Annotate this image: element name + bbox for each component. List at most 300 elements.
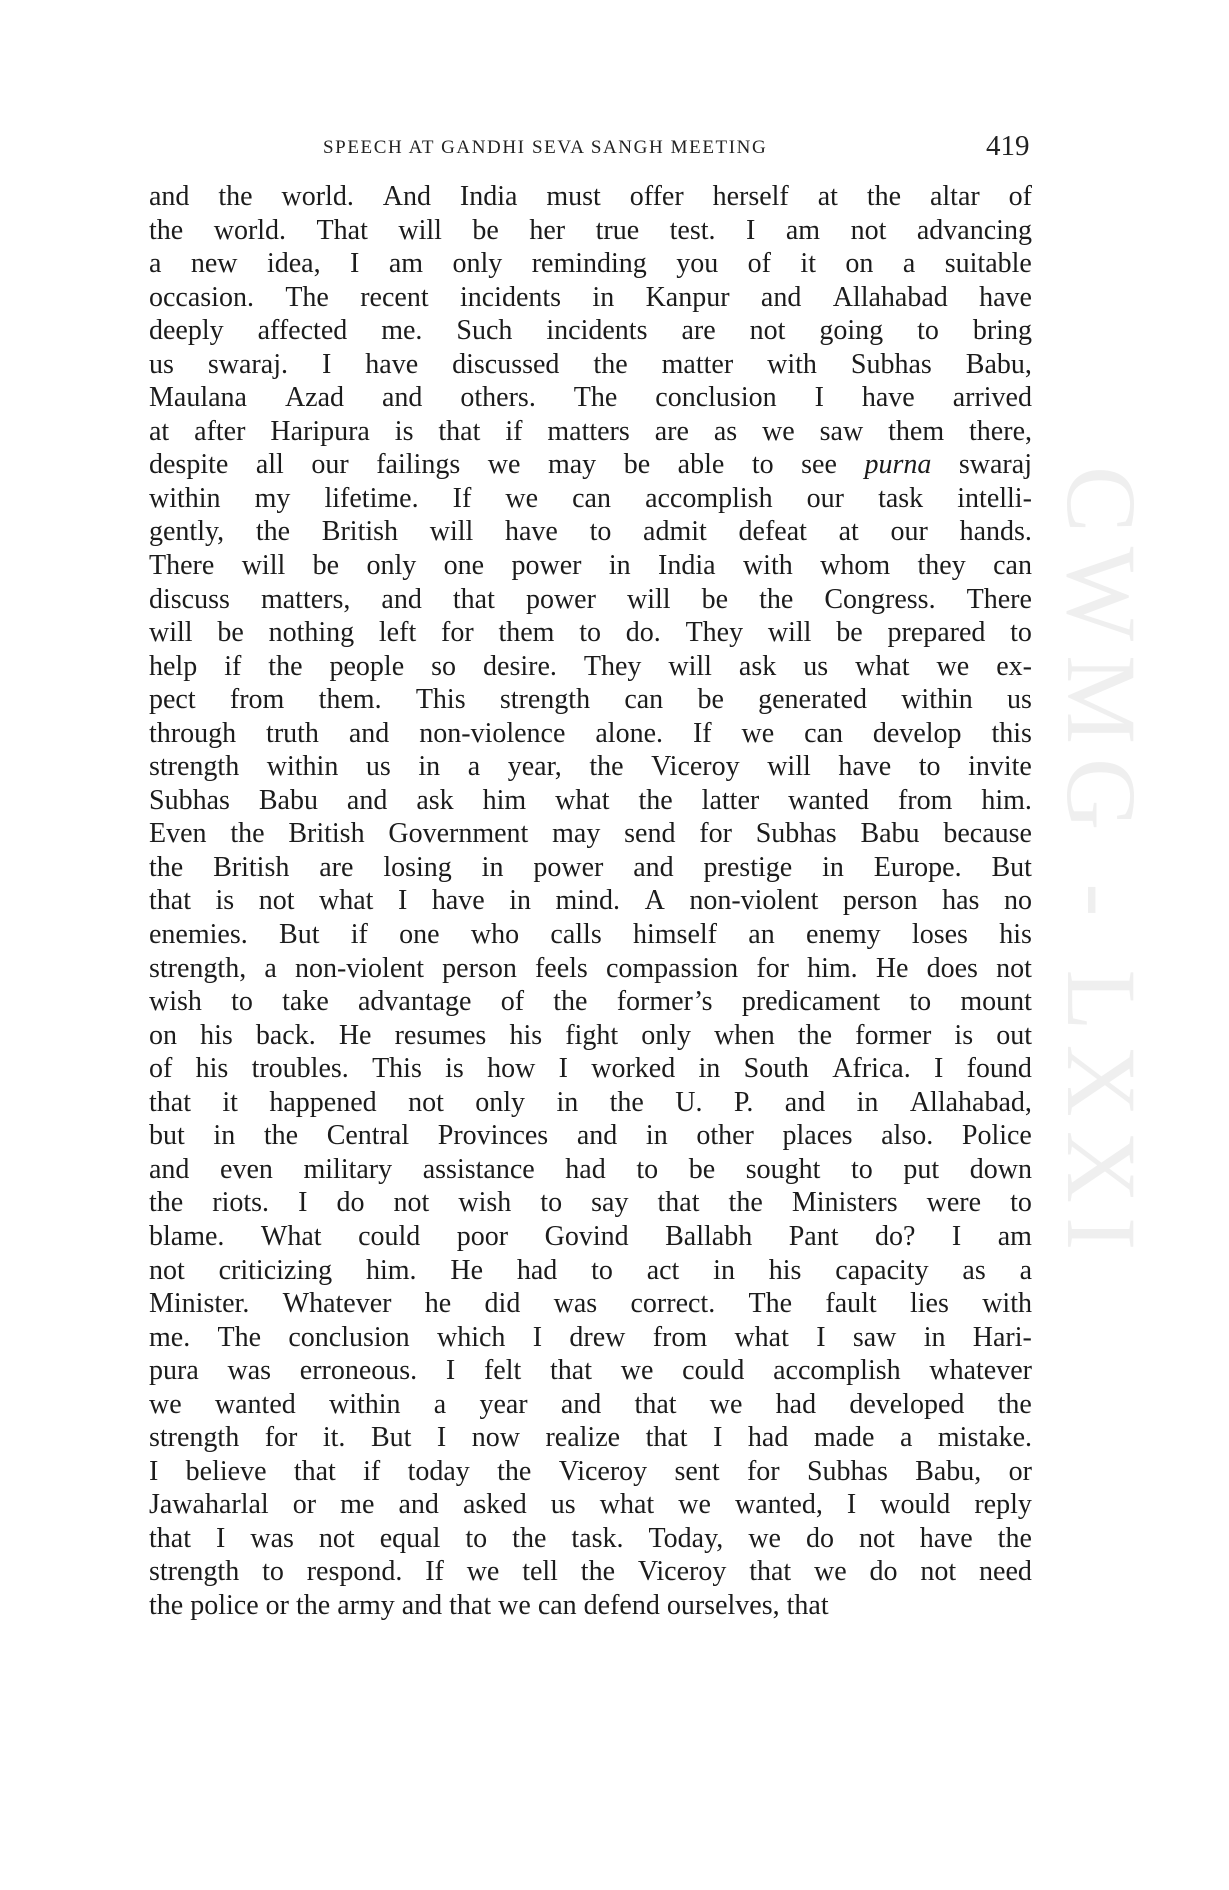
word: that bbox=[438, 415, 481, 447]
word: criticizing bbox=[218, 1254, 333, 1286]
word: the bbox=[997, 1522, 1032, 1554]
word: that bbox=[452, 583, 495, 615]
word: the bbox=[497, 1455, 532, 1487]
word: places bbox=[782, 1120, 853, 1152]
word: we bbox=[741, 717, 775, 749]
word: deeply bbox=[149, 315, 224, 347]
word: also. bbox=[881, 1120, 934, 1152]
word: made bbox=[813, 1422, 875, 1454]
word: enemy bbox=[806, 919, 881, 951]
word: me bbox=[340, 1489, 375, 1521]
word: Europe. bbox=[873, 851, 962, 883]
word: we bbox=[936, 650, 970, 682]
word: I bbox=[934, 1053, 944, 1085]
word: what bbox=[855, 650, 910, 682]
word: is bbox=[215, 885, 235, 917]
word: That bbox=[316, 214, 368, 246]
word: conclusion bbox=[655, 382, 777, 414]
word: this bbox=[991, 717, 1032, 749]
word: the bbox=[728, 1187, 763, 1219]
word: and bbox=[398, 1489, 439, 1521]
word: that bbox=[449, 1589, 492, 1621]
word: mind. bbox=[555, 885, 621, 917]
word: enemies. bbox=[149, 919, 248, 951]
word: us bbox=[149, 348, 174, 380]
word: a bbox=[902, 248, 916, 280]
word: be bbox=[697, 684, 724, 716]
word: Allahabad bbox=[832, 281, 948, 313]
word: world. bbox=[281, 181, 354, 212]
word: as bbox=[713, 415, 738, 447]
word: only bbox=[452, 248, 503, 280]
word: If bbox=[692, 717, 712, 749]
word: out bbox=[996, 1019, 1032, 1051]
word: to bbox=[540, 1187, 563, 1219]
word: that bbox=[149, 1086, 191, 1118]
word: am bbox=[785, 214, 821, 246]
word: not bbox=[258, 885, 295, 917]
word: new bbox=[190, 248, 238, 280]
word: in bbox=[923, 1321, 946, 1353]
word: realize bbox=[545, 1422, 621, 1454]
word: from bbox=[229, 684, 285, 716]
word: the bbox=[149, 1589, 184, 1621]
word: so bbox=[431, 650, 457, 682]
word: be bbox=[472, 214, 499, 246]
word: arrived bbox=[952, 382, 1032, 414]
text-line bbox=[149, 1455, 1032, 1489]
text-line bbox=[149, 985, 1032, 1019]
word: Ministers bbox=[791, 1187, 898, 1219]
word: non-violence bbox=[419, 717, 566, 749]
word: troubles. bbox=[251, 1053, 349, 1085]
word: police bbox=[190, 1589, 259, 1621]
word: prestige bbox=[703, 851, 793, 883]
word: person bbox=[442, 952, 517, 984]
word: herself bbox=[712, 181, 789, 212]
word: will bbox=[767, 617, 812, 649]
word: Maulana bbox=[149, 382, 247, 414]
word: the bbox=[593, 348, 628, 380]
word: was bbox=[250, 1522, 294, 1554]
word: They bbox=[685, 617, 744, 649]
word: to bbox=[262, 1556, 284, 1588]
word: did bbox=[484, 1288, 521, 1320]
word: I bbox=[846, 1489, 857, 1521]
word: what bbox=[555, 784, 610, 816]
word: can bbox=[804, 717, 843, 749]
word: The bbox=[748, 1288, 793, 1320]
word: for bbox=[441, 617, 474, 649]
word: a bbox=[1019, 1254, 1032, 1286]
word: offer bbox=[629, 181, 684, 212]
word: in bbox=[698, 1053, 721, 1085]
word: developed bbox=[849, 1388, 965, 1420]
word: Babu, bbox=[915, 1455, 982, 1487]
word: strength, bbox=[149, 952, 247, 984]
word: P. bbox=[733, 1086, 754, 1118]
word: me. bbox=[381, 315, 423, 347]
word: at bbox=[838, 516, 859, 548]
word: him. bbox=[981, 784, 1032, 816]
word: from bbox=[897, 784, 953, 816]
word: whatever bbox=[929, 1355, 1032, 1387]
word: But bbox=[991, 851, 1032, 883]
word: altar bbox=[929, 181, 980, 212]
word: saw bbox=[852, 1321, 897, 1353]
word: be bbox=[688, 1153, 716, 1185]
text-line bbox=[149, 683, 1032, 717]
word: truth bbox=[266, 717, 319, 749]
body-paragraph bbox=[149, 180, 1032, 1623]
text-line bbox=[149, 851, 1032, 885]
word: the bbox=[512, 1522, 547, 1554]
word: are bbox=[654, 415, 689, 447]
word: But bbox=[279, 919, 320, 951]
word: defend bbox=[583, 1589, 660, 1621]
word: I bbox=[397, 885, 408, 917]
word: had bbox=[747, 1422, 789, 1454]
word: matters bbox=[547, 415, 630, 447]
word: us bbox=[803, 650, 829, 682]
word: worked bbox=[591, 1053, 676, 1085]
word: and bbox=[348, 717, 390, 749]
word: our bbox=[890, 516, 928, 548]
word: conclusion bbox=[288, 1321, 410, 1353]
word: wanted, bbox=[734, 1489, 823, 1521]
word: his bbox=[195, 1053, 229, 1085]
text-line bbox=[149, 616, 1032, 650]
word: for bbox=[746, 1455, 780, 1487]
word: have bbox=[505, 516, 558, 548]
word: British bbox=[321, 516, 399, 548]
word: only bbox=[641, 1019, 691, 1051]
word: to bbox=[1010, 617, 1032, 649]
word: admit bbox=[643, 516, 707, 548]
word: we bbox=[487, 449, 521, 481]
text-line bbox=[149, 750, 1032, 784]
word: I bbox=[816, 1321, 826, 1353]
text-line bbox=[149, 314, 1032, 348]
word: may bbox=[547, 449, 597, 481]
word: ourselves, bbox=[666, 1589, 780, 1621]
word: them bbox=[498, 617, 555, 649]
word: people bbox=[329, 650, 405, 682]
word: to bbox=[1010, 1187, 1032, 1219]
word: the bbox=[149, 851, 184, 883]
word: ask bbox=[416, 784, 454, 816]
word: of bbox=[1008, 181, 1032, 212]
text-line bbox=[149, 1421, 1032, 1455]
word: wanted bbox=[214, 1388, 296, 1420]
word: And bbox=[382, 181, 431, 212]
word: I bbox=[532, 1321, 543, 1353]
word: in bbox=[556, 1086, 579, 1118]
word: we bbox=[505, 482, 539, 514]
word: the bbox=[609, 1086, 644, 1118]
word: loses bbox=[911, 919, 968, 951]
word: is bbox=[394, 415, 414, 447]
word: need bbox=[979, 1556, 1032, 1588]
word: we bbox=[498, 1589, 531, 1621]
word: be bbox=[701, 583, 729, 615]
word: accomplish bbox=[645, 482, 773, 514]
word: to bbox=[591, 1254, 613, 1286]
text-line bbox=[149, 214, 1032, 248]
word: develop bbox=[872, 717, 962, 749]
word: that bbox=[550, 1355, 593, 1387]
text-line bbox=[149, 1589, 1032, 1623]
word: others. bbox=[460, 382, 536, 414]
word: in bbox=[608, 550, 631, 582]
word: former bbox=[855, 1019, 932, 1051]
word: mistake. bbox=[937, 1422, 1032, 1454]
word: with bbox=[982, 1288, 1032, 1320]
word: to bbox=[579, 617, 601, 649]
word: Government bbox=[388, 818, 529, 850]
word: They bbox=[583, 650, 642, 682]
text-line bbox=[149, 1287, 1032, 1321]
text-line bbox=[149, 381, 1032, 415]
word: The bbox=[217, 1321, 262, 1353]
word: for bbox=[699, 818, 732, 850]
word: riots. bbox=[212, 1187, 270, 1219]
word: reminding bbox=[531, 248, 647, 280]
word: to bbox=[636, 1153, 659, 1185]
word: Congress. bbox=[824, 583, 936, 615]
word: have bbox=[431, 885, 485, 917]
word: India bbox=[658, 550, 716, 582]
word: on bbox=[149, 1019, 177, 1051]
word: has bbox=[942, 885, 980, 917]
text-line bbox=[149, 1254, 1032, 1288]
word: were bbox=[926, 1187, 982, 1219]
word: and bbox=[149, 181, 190, 212]
text-line bbox=[149, 717, 1032, 751]
word: army bbox=[337, 1589, 395, 1621]
word: in bbox=[481, 851, 504, 883]
word: A bbox=[644, 885, 665, 917]
word: whom bbox=[820, 550, 891, 582]
word: I bbox=[445, 1355, 456, 1387]
word: put bbox=[903, 1153, 940, 1185]
word: gently, bbox=[149, 516, 225, 548]
text-line bbox=[149, 1153, 1032, 1187]
word: my bbox=[254, 482, 291, 514]
word: on bbox=[845, 248, 874, 280]
word: when bbox=[714, 1019, 775, 1051]
word: able bbox=[677, 449, 725, 481]
word: to bbox=[589, 516, 612, 548]
word: we bbox=[748, 1522, 781, 1554]
word: what bbox=[319, 885, 374, 917]
word: in bbox=[822, 851, 844, 883]
word: him. bbox=[807, 952, 858, 984]
word: not bbox=[920, 1556, 957, 1588]
word: going bbox=[819, 315, 884, 347]
word: Subhas bbox=[149, 784, 230, 816]
word: through bbox=[149, 717, 237, 749]
word: had bbox=[775, 1388, 817, 1420]
word: one bbox=[399, 919, 440, 951]
word: am bbox=[388, 248, 424, 280]
word: He bbox=[450, 1254, 483, 1286]
text-line bbox=[149, 482, 1032, 516]
word: have bbox=[365, 348, 419, 380]
word: be bbox=[623, 449, 651, 481]
word: within bbox=[901, 684, 973, 716]
word: us bbox=[1007, 684, 1032, 716]
word: his bbox=[200, 1019, 233, 1051]
word: not bbox=[749, 315, 786, 347]
word: ex- bbox=[996, 650, 1032, 682]
word: it bbox=[800, 248, 816, 280]
word: only bbox=[475, 1086, 526, 1118]
word: that bbox=[149, 885, 191, 917]
word: the bbox=[638, 784, 673, 816]
word: not bbox=[859, 1522, 895, 1554]
word: wish bbox=[458, 1187, 512, 1219]
text-line bbox=[149, 549, 1032, 583]
word: suitable bbox=[944, 248, 1032, 280]
word: The bbox=[285, 281, 329, 313]
text-line bbox=[149, 348, 1032, 382]
word: But bbox=[370, 1422, 412, 1454]
text-line bbox=[149, 1119, 1032, 1153]
word: I bbox=[558, 1053, 568, 1085]
word: Even bbox=[149, 818, 207, 850]
word: within bbox=[328, 1388, 401, 1420]
word: recent bbox=[360, 281, 429, 313]
word: Africa. bbox=[832, 1053, 911, 1085]
word: it bbox=[222, 1086, 238, 1118]
word: the bbox=[263, 1120, 299, 1152]
word: with bbox=[767, 348, 817, 380]
word: predicament bbox=[741, 986, 881, 1018]
word: world. bbox=[213, 214, 287, 246]
word: latter bbox=[701, 784, 760, 816]
word: affected bbox=[257, 315, 348, 347]
word: at bbox=[149, 415, 170, 447]
word: in bbox=[592, 281, 615, 313]
word: There bbox=[966, 583, 1032, 615]
word: have bbox=[838, 751, 892, 783]
word: had bbox=[565, 1153, 606, 1185]
word: Govind bbox=[544, 1220, 629, 1252]
word: wanted bbox=[788, 784, 870, 816]
word: feels bbox=[534, 952, 588, 984]
word: within bbox=[266, 751, 339, 783]
word: they bbox=[917, 550, 966, 582]
word: we bbox=[762, 415, 795, 447]
word: power bbox=[525, 583, 596, 615]
word: Allahabad, bbox=[909, 1086, 1032, 1118]
word: I bbox=[814, 382, 824, 414]
word: the bbox=[295, 1589, 331, 1621]
word: capacity bbox=[835, 1254, 929, 1286]
word: to bbox=[231, 986, 253, 1018]
word: strength bbox=[499, 684, 591, 716]
word: year bbox=[479, 1388, 528, 1420]
word: Such bbox=[456, 315, 513, 347]
word: test. bbox=[669, 214, 716, 246]
word: a bbox=[467, 751, 481, 783]
word: them bbox=[888, 415, 945, 447]
word: it. bbox=[322, 1422, 346, 1454]
word: task bbox=[878, 482, 924, 514]
word: even bbox=[220, 1153, 273, 1185]
text-line bbox=[149, 583, 1032, 617]
word: do bbox=[869, 1556, 898, 1588]
word: you bbox=[676, 248, 719, 280]
word: or bbox=[292, 1489, 317, 1521]
word: generated bbox=[758, 684, 867, 716]
word: is bbox=[445, 1053, 464, 1085]
word: assistance bbox=[422, 1153, 535, 1185]
word: occasion. bbox=[149, 281, 254, 313]
word: correct. bbox=[630, 1288, 716, 1320]
word: Subhas bbox=[755, 818, 837, 850]
word: be bbox=[312, 550, 340, 582]
word: compassion bbox=[605, 952, 739, 984]
word: and bbox=[381, 382, 423, 414]
word: a bbox=[899, 1422, 913, 1454]
word: that bbox=[786, 1589, 829, 1621]
word: The bbox=[573, 382, 618, 414]
word: not bbox=[408, 1086, 444, 1118]
word: within bbox=[149, 482, 221, 514]
word: to bbox=[851, 1153, 873, 1185]
word: lifetime. bbox=[324, 482, 419, 514]
word: the bbox=[759, 583, 794, 615]
word: had bbox=[516, 1254, 558, 1286]
word: of bbox=[149, 1053, 173, 1085]
word: is bbox=[954, 1019, 974, 1051]
word: This bbox=[415, 684, 466, 716]
word: I bbox=[951, 1220, 962, 1252]
word: what bbox=[734, 1321, 789, 1353]
watermark-text: CWMG - LXXI bbox=[1046, 466, 1157, 1265]
word: we bbox=[814, 1556, 847, 1588]
word: Police bbox=[961, 1120, 1032, 1152]
word: say bbox=[591, 1187, 629, 1219]
word: Jawaharlal bbox=[149, 1489, 269, 1521]
word: to bbox=[751, 449, 774, 481]
word: and bbox=[784, 1086, 826, 1118]
text-line bbox=[149, 180, 1032, 214]
word: strength bbox=[149, 1422, 240, 1454]
word: hands. bbox=[959, 516, 1032, 548]
word: I bbox=[350, 248, 360, 280]
word: and bbox=[401, 1589, 443, 1621]
word: I bbox=[436, 1422, 447, 1454]
word: his bbox=[999, 919, 1032, 951]
word: am bbox=[997, 1220, 1032, 1252]
word: today bbox=[407, 1455, 470, 1487]
word: all bbox=[255, 449, 284, 481]
word: back. bbox=[255, 1019, 316, 1051]
word: was bbox=[227, 1355, 272, 1387]
text-line bbox=[149, 952, 1032, 986]
word: British bbox=[288, 818, 365, 850]
word: Babu bbox=[258, 784, 318, 816]
word: send bbox=[624, 818, 676, 850]
word: now bbox=[471, 1422, 520, 1454]
word: will bbox=[429, 516, 474, 548]
word: with bbox=[742, 550, 793, 582]
text-line bbox=[149, 1354, 1032, 1388]
word: act bbox=[646, 1254, 680, 1286]
